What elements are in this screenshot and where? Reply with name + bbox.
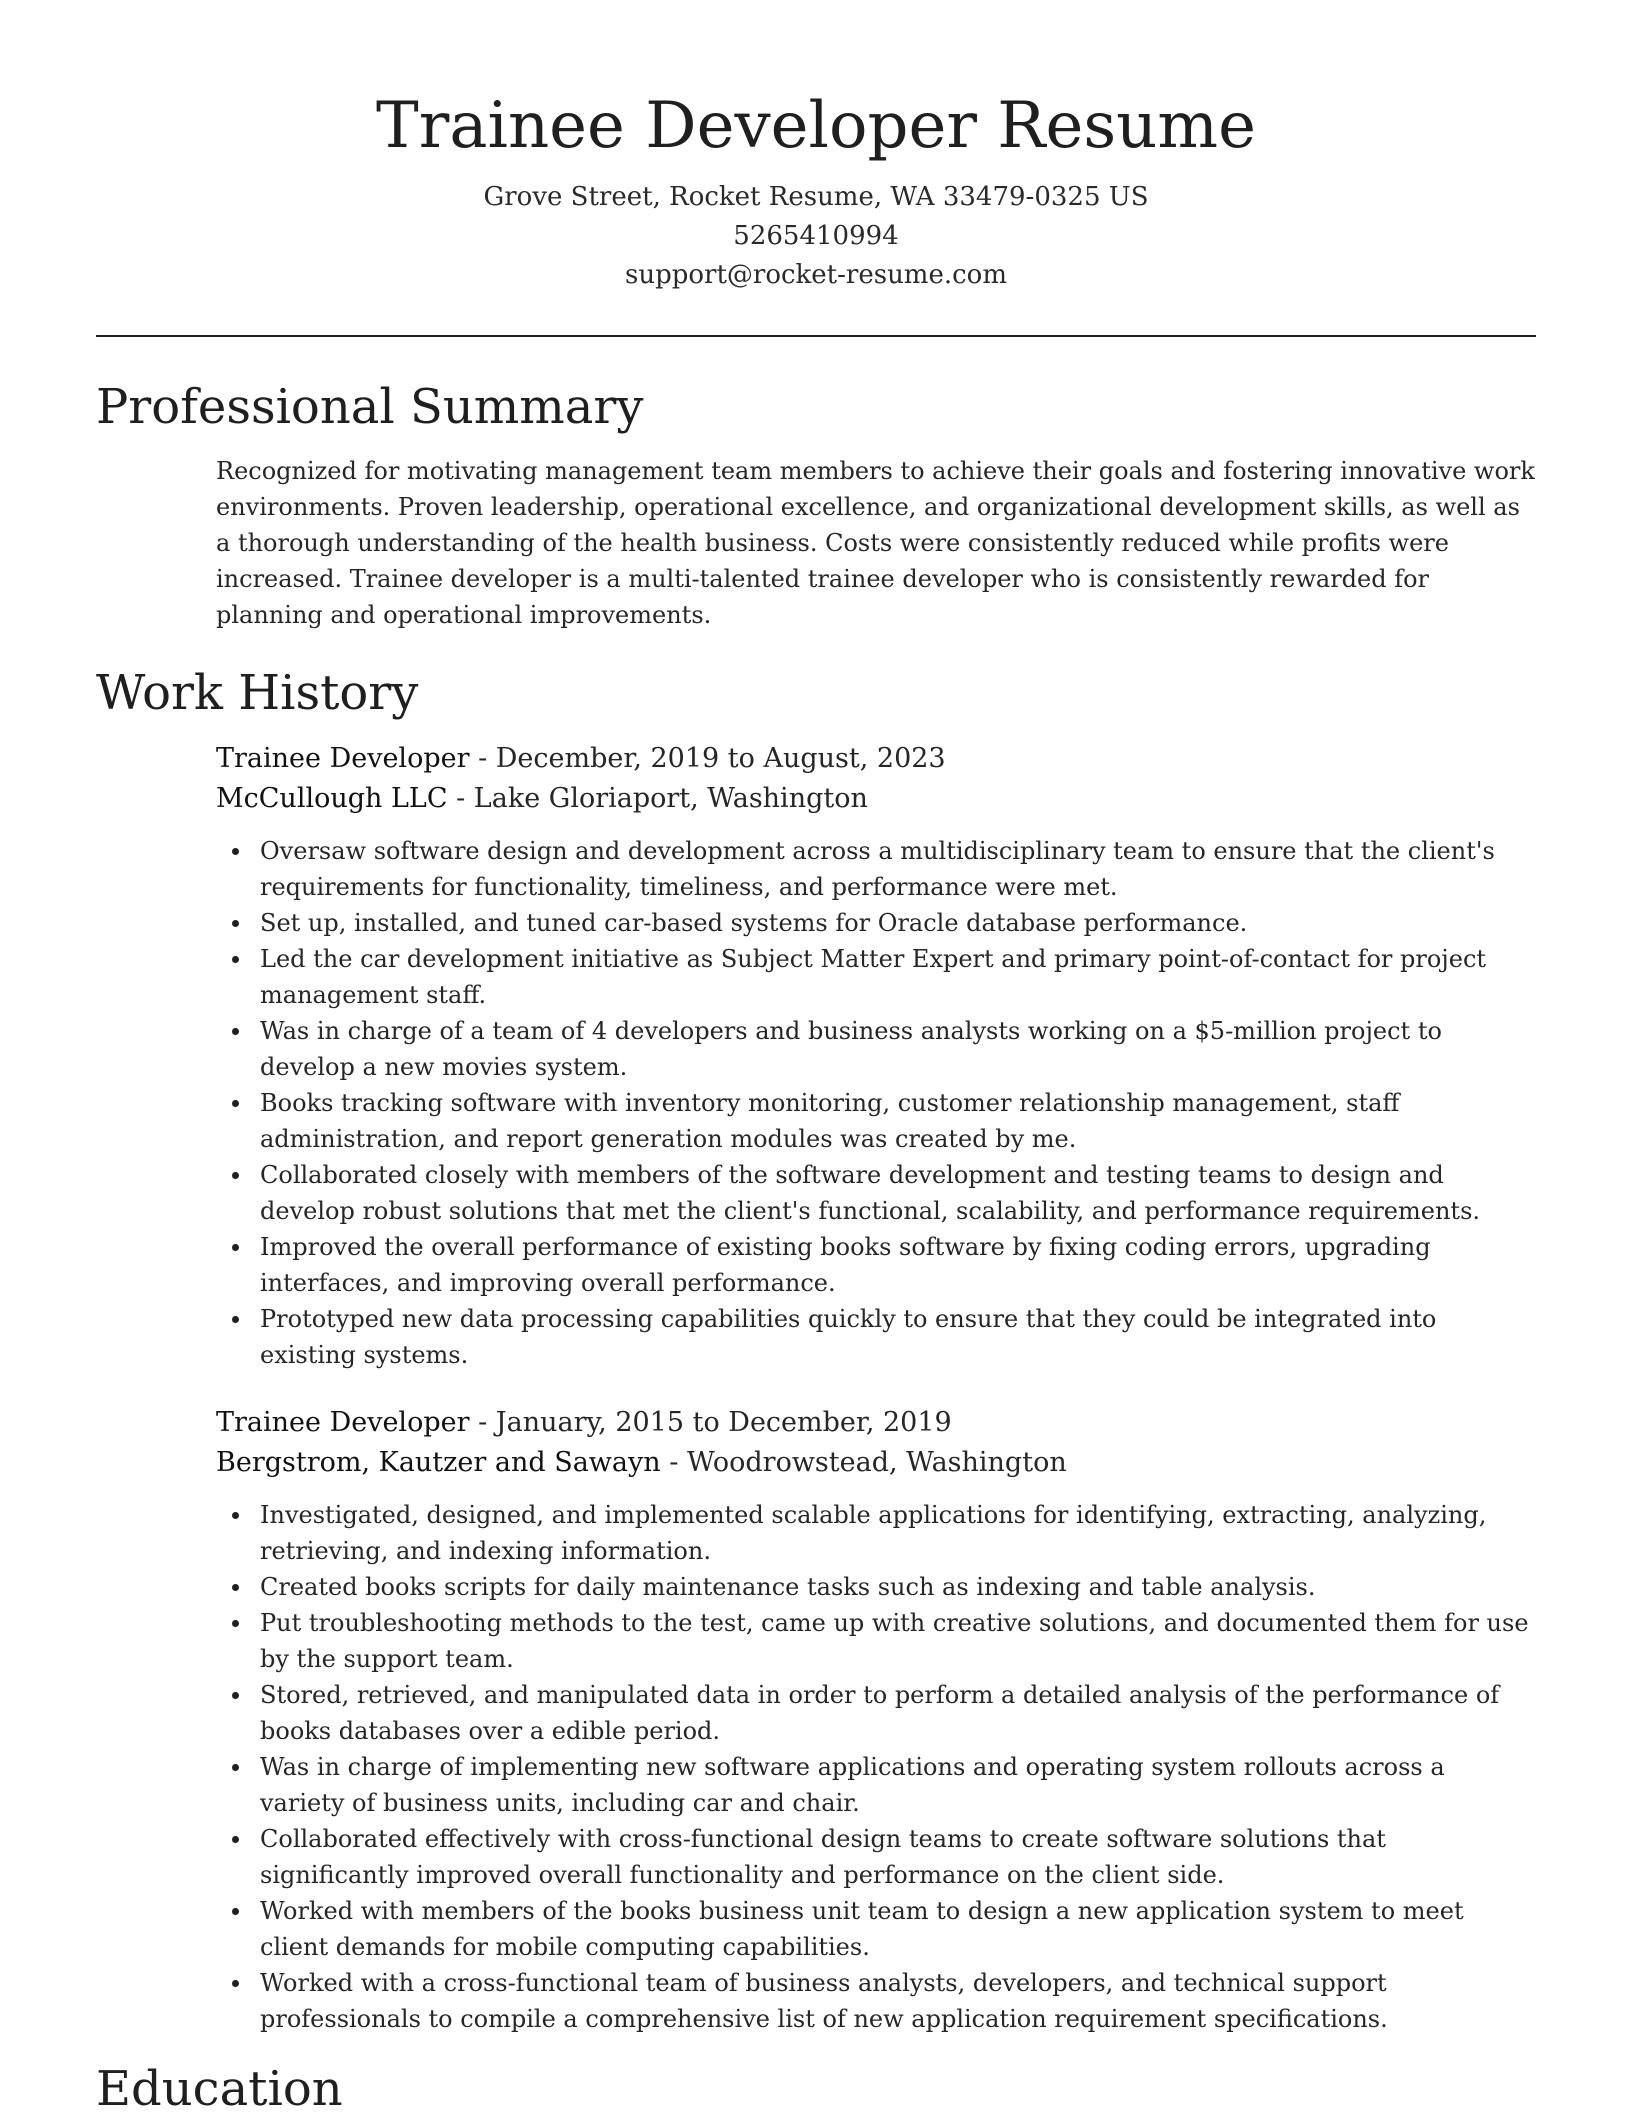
job-location: - Lake Gloriaport, Washington — [447, 783, 868, 814]
work-history-body — [216, 739, 1536, 2037]
work-history-section — [96, 661, 1536, 2037]
list-item: Stored, retrieved, and manipulated data in order to perform a detailed analysis of the performance of books databases over a edible period. — [260, 1677, 1536, 1749]
job-role: Trainee Developer — [216, 743, 470, 774]
list-item: Prototyped new data processing capabilities quickly to ensure that they could be integrated into existing systems. — [260, 1301, 1536, 1373]
summary-section — [96, 375, 1536, 633]
list-item: Led the car development initiative as Subject Matter Expert and primary point-of-contact for project management staff. — [260, 941, 1536, 1013]
address-text: Grove Street, Rocket Resume, WA 33479-0325 US — [483, 182, 1149, 212]
summary-text: Recognized for motivating management team members to achieve their goals and fostering innovative work environments. Proven leadership, operational excellence, and organizational development skills, as well as a thorough understanding of the health business. Costs were consistently reduced while profits were increased. Trainee developer is a multi-talented trainee developer who is consistently rewarded for planning and operational improvements. — [216, 457, 1535, 629]
job-role-line — [216, 739, 1536, 779]
list-item: Worked with a cross-functional team of business analysts, developers, and technical support professionals to compile a comprehensive list of new application requirement specifications. — [260, 1965, 1536, 2037]
job-role-line — [216, 1403, 1536, 1443]
contact-info — [96, 178, 1536, 295]
education-heading: Education — [96, 2061, 343, 2117]
job-company-line — [216, 779, 1536, 819]
job-role: Trainee Developer — [216, 1407, 470, 1438]
job-entry-1 — [216, 739, 1536, 1373]
list-item: Improved the overall performance of existing books software by fixing coding errors, upgrading interfaces, and improving overall performance. — [260, 1229, 1536, 1301]
job-bullet-list — [216, 833, 1536, 1373]
email-text: support@rocket-resume.com — [624, 260, 1007, 290]
summary-body — [216, 453, 1536, 633]
job-company: Bergstrom, Kautzer and Sawayn — [216, 1447, 661, 1478]
job-dates: - January, 2015 to December, 2019 — [469, 1407, 952, 1438]
list-item: Set up, installed, and tuned car-based systems for Oracle database performance. — [260, 905, 1536, 941]
list-item: Investigated, designed, and implemented scalable applications for identifying, extracting, analyzing, retrieving, and indexing information. — [260, 1497, 1536, 1569]
resume-header — [96, 0, 1536, 295]
job-company: McCullough LLC — [216, 783, 448, 814]
resume-page — [96, 0, 1536, 2121]
summary-heading: Professional Summary — [96, 379, 644, 435]
list-item: Books tracking software with inventory monitoring, customer relationship management, staff administration, and report generation modules was created by me. — [260, 1085, 1536, 1157]
job-company-line — [216, 1443, 1536, 1483]
list-item: Oversaw software design and development across a multidisciplinary team to ensure that the client's requirements for functionality, timeliness, and performance were met. — [260, 833, 1536, 905]
work-history-heading: Work History — [96, 665, 419, 721]
job-location: - Woodrowstead, Washington — [660, 1447, 1067, 1478]
job-entry-2 — [216, 1403, 1536, 2037]
phone-text: 5265410994 — [733, 221, 899, 251]
page-title: Trainee Developer Resume — [376, 89, 1256, 163]
list-item: Created books scripts for daily maintenance tasks such as indexing and table analysis. — [260, 1569, 1536, 1605]
list-item: Worked with members of the books business unit team to design a new application system to meet client demands for mobile computing capabilities. — [260, 1893, 1536, 1965]
job-dates: - December, 2019 to August, 2023 — [469, 743, 946, 774]
list-item: Collaborated closely with members of the software development and testing teams to design and develop robust solutions that met the client's functional, scalability, and performance requirements. — [260, 1157, 1536, 1229]
education-section — [96, 2057, 1536, 2121]
list-item: Was in charge of implementing new software applications and operating system rollouts across a variety of business units, including car and chair. — [260, 1749, 1536, 1821]
list-item: Was in charge of a team of 4 developers and business analysts working on a $5-million project to develop a new movies system. — [260, 1013, 1536, 1085]
job-bullet-list — [216, 1497, 1536, 2037]
list-item: Put troubleshooting methods to the test, came up with creative solutions, and documented them for use by the support team. — [260, 1605, 1536, 1677]
list-item: Collaborated effectively with cross-functional design teams to create software solutions that significantly improved overall functionality and performance on the client side. — [260, 1821, 1536, 1893]
header-divider — [96, 335, 1536, 337]
